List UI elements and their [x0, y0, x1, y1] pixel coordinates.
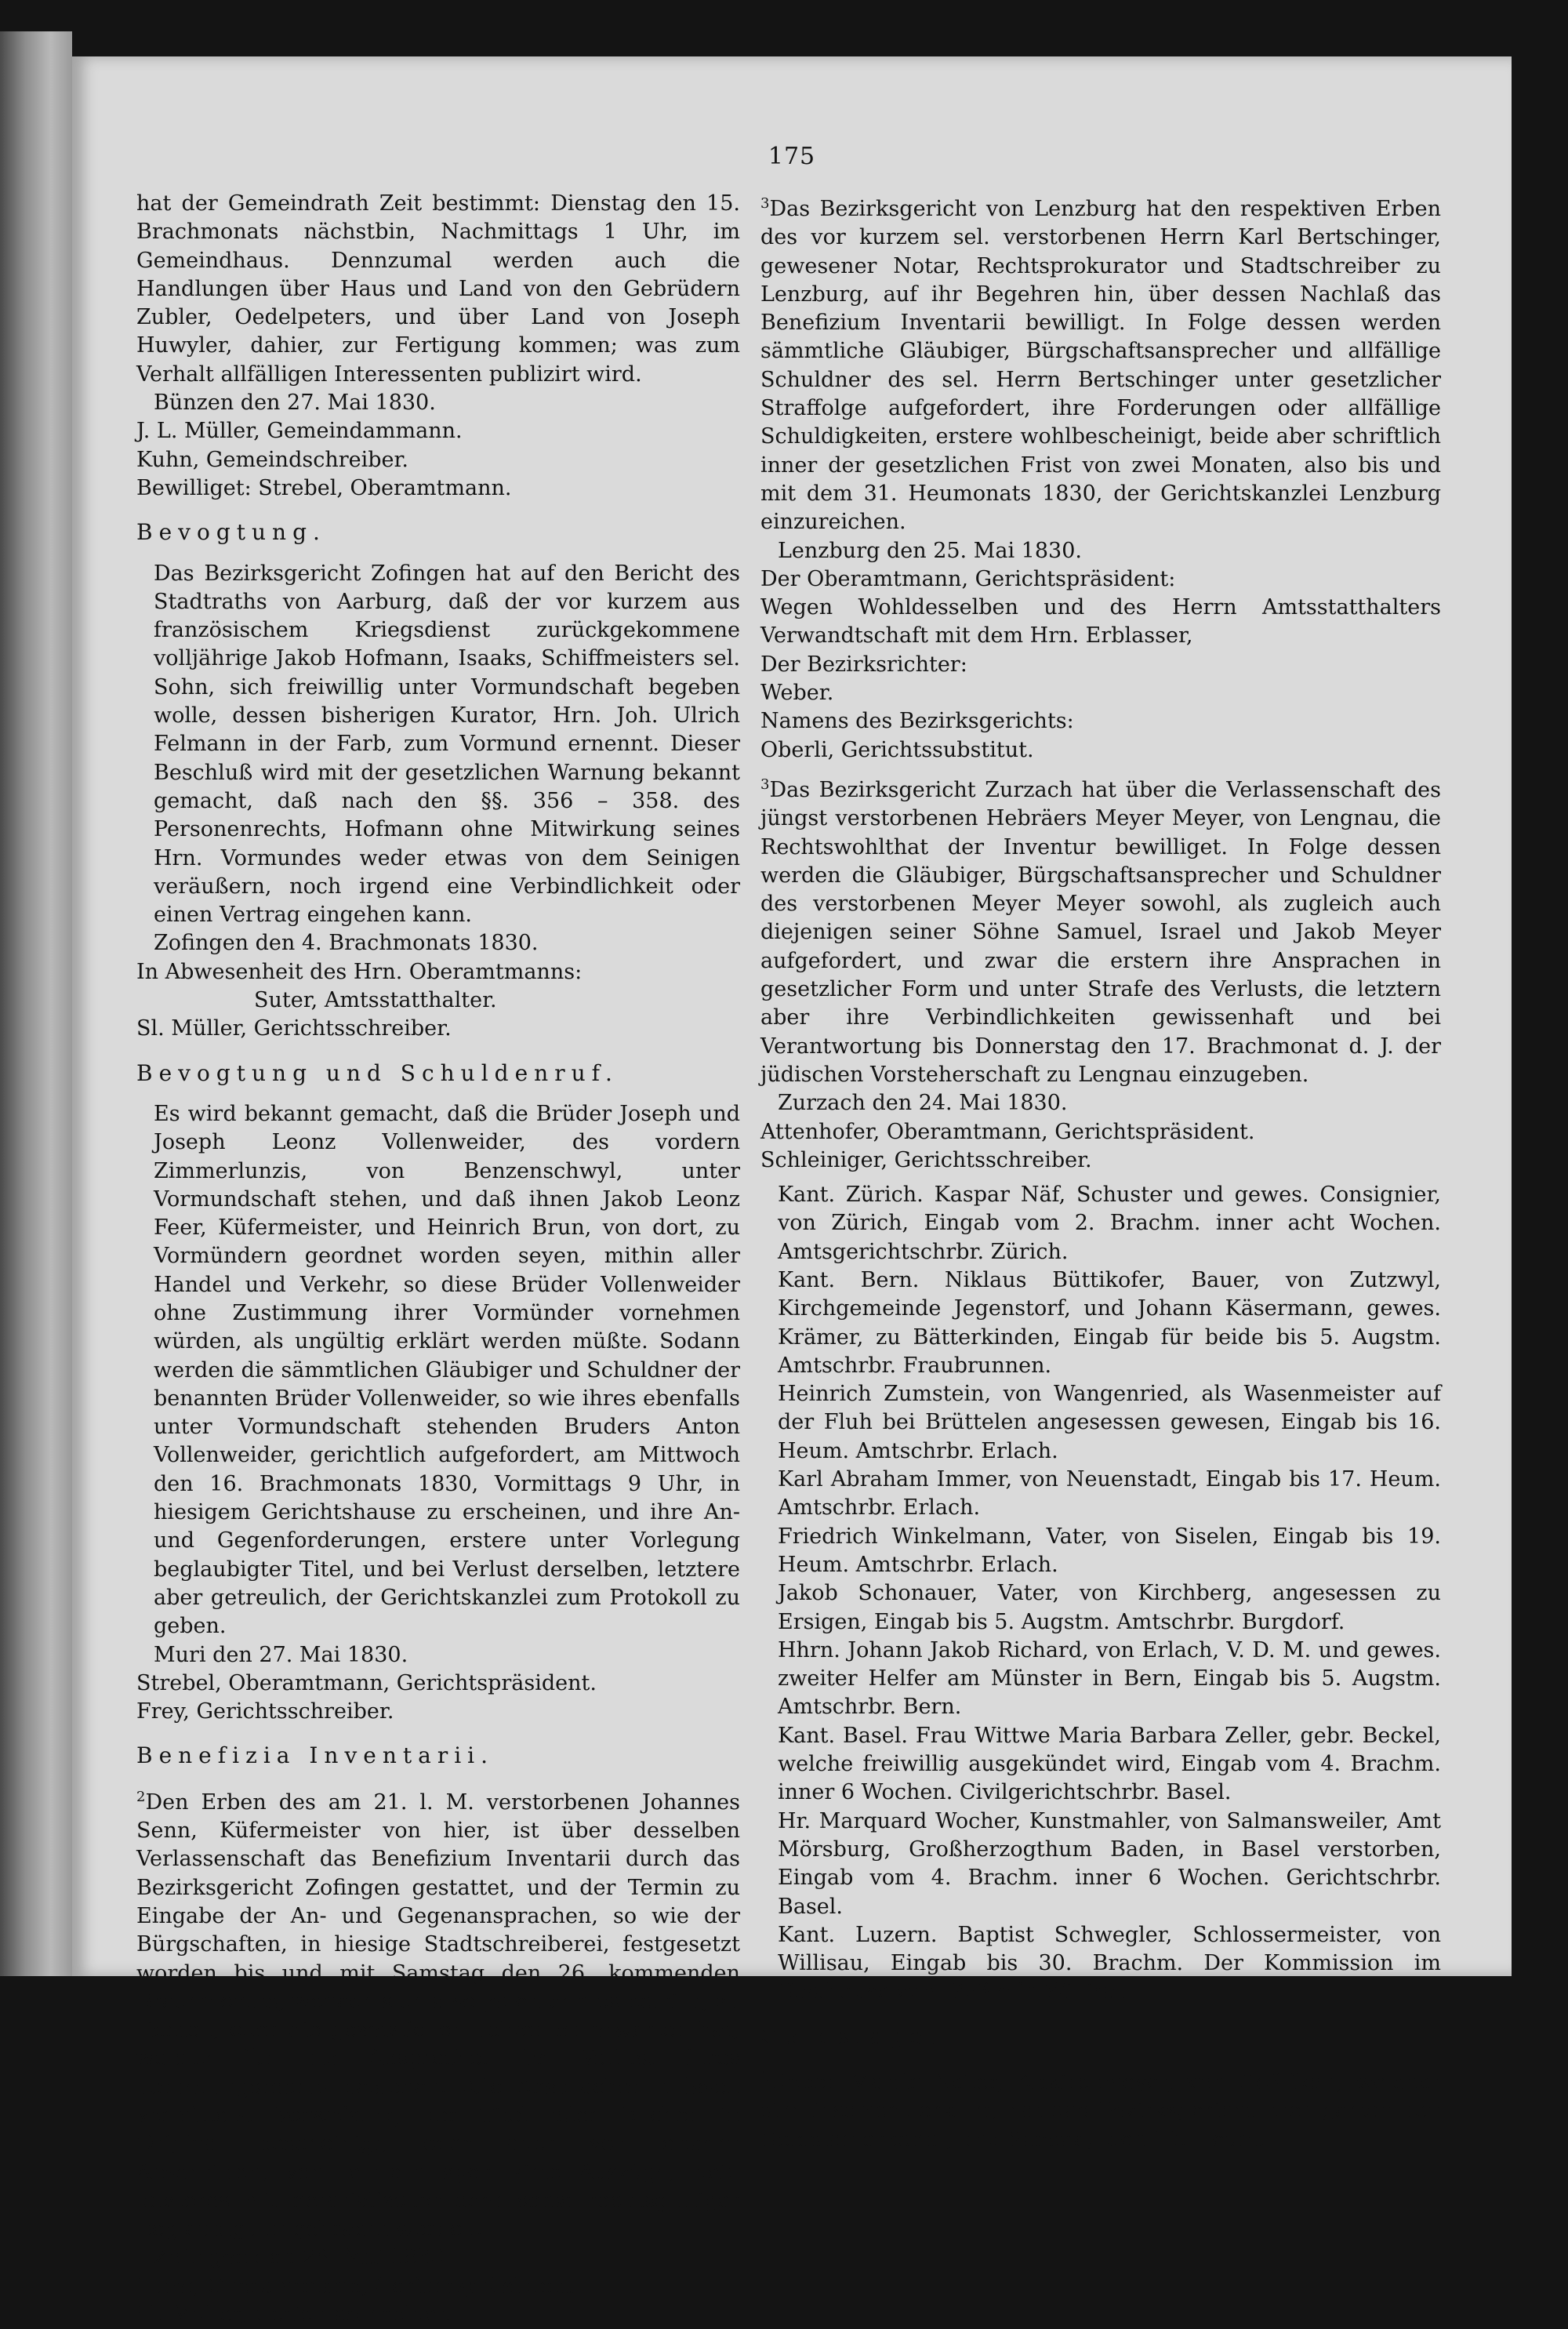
- signature: J. L. Müller, Gemeindammann.: [136, 419, 463, 444]
- list-item: Heinrich Zumstein, von Wangenried, als Wasenmeister auf der Fluh bei Brüttelen angesessen gewesen, Eingab bis 16. Heum. Amtschrbr. Erlach.: [778, 1382, 1441, 1463]
- left-column: [136, 190, 740, 2329]
- notice-date: Zurzach den 24. Mai 1830.: [778, 1091, 1068, 1116]
- page-number: 175: [768, 143, 816, 170]
- signature: Sl. Müller, Gerichtsschreiber.: [136, 1016, 452, 1041]
- notice-date: Lenzburg den 25. Mai 1830.: [778, 538, 1082, 563]
- section-heading: Bevogtung und Schuldenruf.: [136, 1059, 619, 1086]
- notice-date: Zofingen den 4. Brachmonats 1830.: [154, 931, 539, 956]
- approval-line: Bewilliget: Strebel, Oberamtmann.: [136, 475, 512, 500]
- notice-text: Ueber Martin Seiler, Altkirchmeyer, von Gößlikon, welcher sich insolvent erklärt, hat das Bezirksgericht Bremgarten den Geldstag erkennt, und Samstag den 10. Heum.: [760, 2070, 1441, 2152]
- notice-text: Den Erben des am 21. l. M. verstorbenen Johannes Senn, Küfermeister von hier, ist über desselben Verlassenschaft das Benefizium Inventarii durch das Bezirksgericht Zofingen gestattet, und der Termin zu Eingabe der An- und Gegenansprachen, so wie der Bürgschaften, in hiesige Stadtschreiberei, festgesetzt worden bis und mit Samstag den 26. kommenden Brachmonats, wonach sich also jeder, den es betrifft, zu richten, oder die gesetzlichen Folgen zu erwarten hat, welche für die Ansprecher im Verlust ihres Forderungsrechts bestehen. Alle Ansprachen müssen vermittelst Vorweisung der Titel oder Bücher in Original bescheinigt, oder aber von erstern Abschriften, von letztern spezifizirte Auszüge, beid letzteres mit notarialischer oder sonst rechtsgültiger Beglaubigung gebracht werden.: [136, 1789, 740, 2242]
- list-item: Kant. Basel. Frau Wittwe Maria Barbara Zeller, gebr. Beckel, welche freiwillig ausgekündet wird, Eingab vom 4. Brachm. inner 6 Wochen. Civilgerichtschrbr. Basel.: [778, 1723, 1441, 1805]
- notice-paragraph: [760, 771, 1441, 1089]
- notice-paragraph: Es wird bekannt gemacht, daß die Brüder Joseph und Joseph Leonz Vollenweider, des vordern Zimmerlunzis, von Benzenschwyl, unter Vormundschaft stehen, und daß ihnen Jakob Leonz Feer, Küfermeister, und Heinrich Brun, von dort, zu Vormündern geordnet worden seyen, mithin aller Handel und Verkehr, so diese Brüder Vollenweider ohne Zustimmung ihrer Vormünder vornehmen würden, als ungültig erklärt werden müßte. Sodann werden die sämmtlichen Gläubiger und Schuldner der benannten Brüder Vollenweider, so wie ihres ebenfalls unter Vormundschaft stehenden Bruders Anton Vollenweider, gerichtlich aufgefordert, am Mittwoch den 16. Brachmonats 1830, Vormittags 9 Uhr, in hiesigem Gerichtshause zu erscheinen, und ihre An- und Gegenforderungen, erstere unter Vorlegung beglaubigter Titel, und bei Verlust derselben, letztere aber getreulich, der Gerichtskanzlei zum Protokoll zu geben.: [154, 1101, 740, 1639]
- list-item: Hr. Marquard Wocher, Kunstmahler, von Salmansweiler, Amt Mörsburg, Großherzogthum Baden, in Basel verstorben, Eingab vom 4. Brachm. inner 6 Wochen. Gerichtschrbr. Basel.: [778, 1808, 1441, 1919]
- notice-mark: 1: [760, 2069, 770, 2085]
- notice-paragraph: [760, 190, 1441, 537]
- notice-text: Das Bezirksgericht Zurzach hat über die Verlassenschaft des jüngst verstorbenen Hebräers Meyer Meyer, von Lengnau, die Rechtswohlthat der Inventur bewilliget. In Folge dessen werden die Gläubiger, Bürgschaftsansprecher und Schuldner des verstorbenen Meyer Meyer sowohl, als zugleich auch diejenigen seiner Söhne Samuel, Israel und Jakob Meyer aufgefordert, und zwar die erstern ihre Ansprachen in gesetzlicher Form und unter Strafe des Verlusts, die letztern aber ihre Verbindlichkeiten gewissenhaft und bei Verantwortung bis Donnerstag den 17. Brachmonat d. J. der jüdischen Vorsteherschaft zu Lengnau einzugeben.: [760, 777, 1441, 1087]
- list-item: Kant. Bern. Niklaus Büttikofer, Bauer, von Zutzwyl, Kirchgemeinde Jegenstorf, und Johann Käsermann, gewes. Krämer, zu Bätterkinden, Eingab für beide bis 5. Augstm. Amtschrbr. Fraubrunnen.: [778, 1267, 1441, 1378]
- list-item: Friedrich Winkelmann, Vater, von Siselen, Eingab bis 19. Heum. Amtschrbr. Erlach.: [778, 1524, 1441, 1577]
- notice-paragraph: [760, 2063, 1441, 2154]
- signature: Sl. Müller, Gerichtsschreiber.: [136, 2302, 452, 2327]
- signature: Schleiniger, Gerichtsschreiber.: [760, 1147, 1092, 1172]
- signature-role: Namens des Bezirksgerichts:: [760, 709, 1074, 734]
- signature-role: Der Bezirksrichter:: [760, 652, 967, 677]
- signature: Suter, Amtsstatthalter.: [254, 988, 497, 1013]
- signature: Strebel, Oberamtmann, Gerichtspräsident.: [136, 1670, 597, 1695]
- book-spine: [0, 31, 72, 1976]
- notice-date: Muri den 27. Mai 1830.: [154, 1642, 408, 1667]
- signature: Weber.: [760, 681, 834, 706]
- list-item: Kant. Zürich. Kaspar Näf, Schuster und gewes. Consignier, von Zürich, Eingab vom 2. Brachm. inner acht Wochen. Amtsgerichtschrbr. Zürich.: [778, 1183, 1441, 1264]
- document-page: [72, 56, 1512, 2327]
- signature-reason: Wegen Wohldesselben und des Herrn Amtsstatthalters Verwandtschaft mit dem Hrn. Erblasser,: [760, 595, 1441, 649]
- section-heading: Geldstage.: [760, 2022, 942, 2049]
- list-item: Karl Abraham Immer, von Neuenstadt, Eingab bis 17. Heum. Amtschrbr. Erlach.: [778, 1467, 1441, 1521]
- signature-role: Der Oberamtmann, Gerichtspräsident:: [760, 566, 1176, 591]
- signature: Attenhofer, Oberamtmann, Gerichtspräsident.: [760, 1119, 1255, 1144]
- absence-line: In Abwesenheit des Hrn. Oberamtmanns:: [136, 959, 583, 984]
- section-heading: Bevogtung.: [136, 519, 326, 546]
- right-column: [760, 190, 1441, 2154]
- notice-paragraph: hat der Gemeindrath Zeit bestimmt: Dienstag den 15. Brachmonats nächstbin, Nachmittags 1 Uhr, im Gemeindhaus. Dennzumal werden auch die Handlungen über Haus und Land von den Gebrüdern Zubler, Oedelpeters, und über Land von Joseph Huwyler, dahier, zur Fertigung kommen; was zum Verhalt allfälligen Interessenten publizirt wird.: [136, 191, 740, 387]
- signature: Oberli, Gerichtssubstitut.: [760, 737, 1034, 762]
- list-item: Kant. Luzern. Baptist Schwegler, Schlossermeister, von Willisau, Eingab bis 30. Brachm. Der Kommission im Gasthause zum Rößle in Willisau.: [778, 1922, 1441, 2004]
- signature: Suter, Oberamtmann, Gerichtspräsident.: [136, 2273, 575, 2298]
- notice-paragraph: Das Bezirksgericht Zofingen hat auf den Bericht des Stadtraths von Aarburg, daß der vor kurzem aus französischem Kriegsdienst zurückgekommene volljährige Jakob Hofmann, Isaaks, Schiffmeisters sel. Sohn, sich freiwillig unter Vormundschaft begeben wolle, dessen bisherigen Kurator, Hrn. Joh. Ulrich Felmann in der Farb, zum Vormund ernennt. Dieser Beschluß wird mit der gesetzlichen Warnung bekannt gemacht, daß nach den §§. 356 – 358. des Personenrechts, Hofmann ohne Mitwirkung seines Hrn. Vormundes weder etwas von dem Seinigen veräußern, noch irgend eine Verbindlichkeit oder einen Vertrag eingehen kann.: [154, 561, 740, 928]
- notice-text: Das Bezirksgericht von Lenzburg hat den respektiven Erben des vor kurzem sel. verstorbenen Herrn Karl Bertschinger, gewesener Notar, Rechtsprokurator und Stadtschreiber zu Lenzburg, auf ihr Begehren hin, über dessen Nachlaß das Benefizium Inventarii bewilligt. In Folge dessen werden sämmtliche Gläubiger, Bürgschaftsansprecher und allfällige Schuldner des sel. Herrn Bertschinger unter gesetzlicher Straffolge aufgefordert, ihre Forderungen oder allfällige Schuldigkeiten, erstere wohlbescheinigt, beide aber schriftlich inner der gesetzlichen Frist von zwei Monaten, also bis und mit dem 31. Heumonats 1830, der Gerichtskanzlei Lenzburg einzureichen.: [760, 197, 1441, 535]
- list-item: Jakob Schonauer, Vater, von Kirchberg, angesessen zu Ersigen, Eingab bis 5. Augstm. Amtschrbr. Burgdorf.: [778, 1581, 1441, 1634]
- signature: Kuhn, Gemeindschreiber.: [136, 447, 409, 472]
- notice-mark: 2: [136, 1788, 146, 1805]
- signature: Frey, Gerichtsschreiber.: [136, 1699, 394, 1724]
- notice-date: Zofingen den 28. Mai 1830.: [154, 2245, 451, 2270]
- notice-date: Bünzen den 27. Mai 1830.: [154, 391, 436, 416]
- section-heading: Benefizia Inventarii.: [136, 1742, 495, 1769]
- list-item: Hhrn. Johann Jakob Richard, von Erlach, V. D. M. und gewes. zweiter Helfer am Münster in Bern, Eingab bis 5. Augstm. Amtschrbr. Bern.: [778, 1637, 1441, 1720]
- notice-mark: 3: [760, 195, 770, 212]
- notice-mark: 3: [760, 776, 770, 793]
- notice-paragraph: [136, 1783, 740, 2244]
